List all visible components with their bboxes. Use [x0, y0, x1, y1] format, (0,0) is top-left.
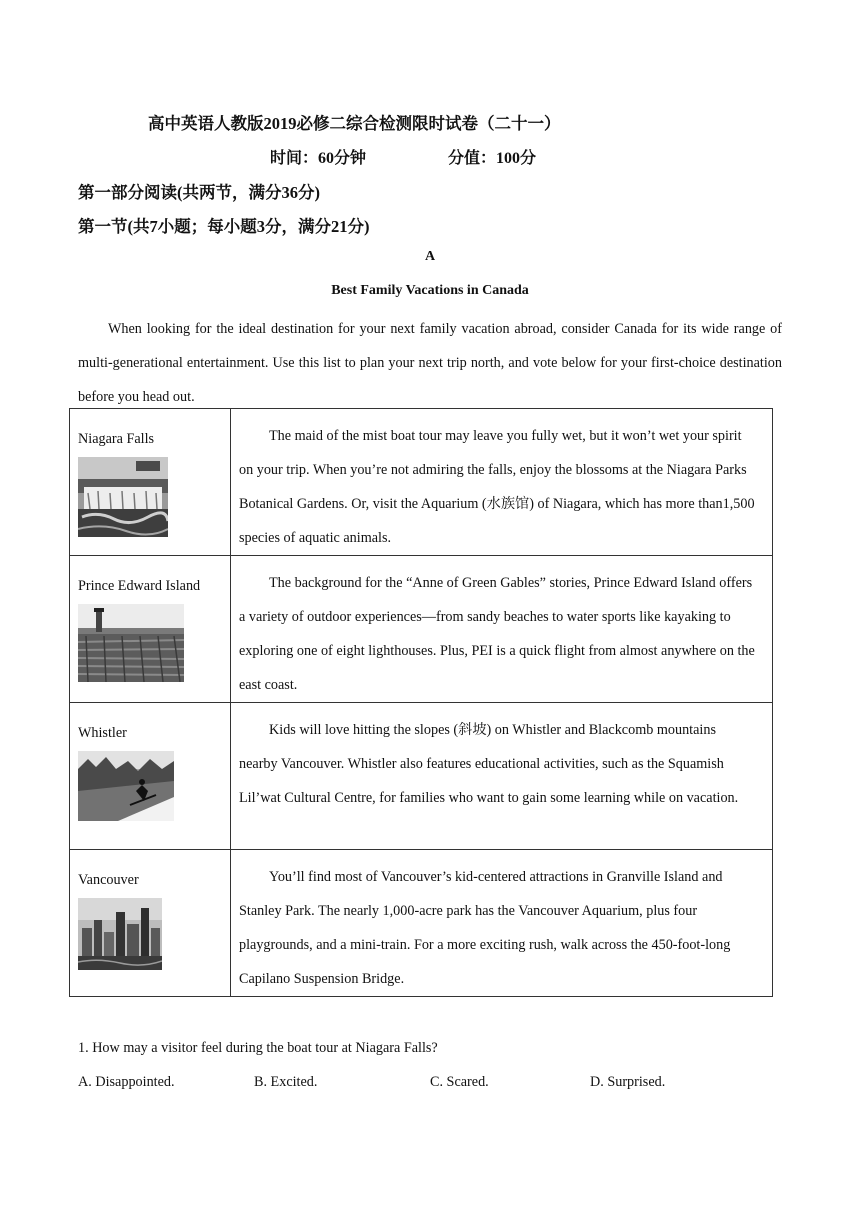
place-name: Niagara Falls — [78, 431, 155, 447]
lighthouse-field-photo-icon — [78, 604, 184, 682]
place-name: Vancouver — [78, 872, 139, 888]
place-name: Whistler — [78, 725, 127, 741]
table-row — [70, 409, 773, 556]
passage-letter: A — [424, 249, 436, 264]
option-b[interactable]: B. Excited. — [254, 1074, 318, 1090]
exam-time: 时间：60分钟 — [270, 150, 367, 167]
place-description-cell — [231, 703, 773, 850]
place-name-cell — [70, 409, 231, 556]
place-description-cell — [231, 409, 773, 556]
table-row — [70, 556, 773, 703]
place-description-cell — [231, 556, 773, 703]
option-c[interactable]: C. Scared. — [430, 1074, 489, 1090]
passage-heading: Best Family Vacations in Canada — [331, 283, 529, 298]
skier-photo-icon — [78, 751, 174, 821]
option-d[interactable]: D. Surprised. — [590, 1074, 666, 1090]
passage-intro: When looking for the ideal destination for your next family vacation abroad, consider Canada for its wide range of multi-generational entertainment. Use this list to plan your next trip north, and vote below for your first-choice destination before you head out. — [78, 321, 782, 405]
place-description: The maid of the mist boat tour may leave you fully wet, but it won’t wet your spirit on your trip. When you’re not admiring the falls, enjoy the blossoms at the Niagara Parks Botanical Gardens. Or, visit the Aquarium (水族馆) of Niagara, which has more than1,500 species of aquatic animals. — [239, 428, 755, 546]
waterfall-photo-icon — [78, 457, 168, 537]
place-name-cell — [70, 850, 231, 997]
table-row — [70, 850, 773, 997]
section-heading: 第一节(共7小题；每小题3分，满分21分) — [78, 217, 370, 236]
exam-score: 分值：100分 — [448, 150, 537, 167]
destinations-table — [69, 408, 773, 997]
question-stem: 1. How may a visitor feel during the boat tour at Niagara Falls? — [78, 1040, 438, 1056]
place-description-cell — [231, 850, 773, 997]
place-name-cell — [70, 703, 231, 850]
city-skyline-photo-icon — [78, 898, 162, 970]
option-a[interactable]: A. Disappointed. — [78, 1074, 175, 1090]
place-description: The background for the “Anne of Green Gables” stories, Prince Edward Island offers a variety of outdoor experiences—from sandy beaches to water sports like kayaking to exploring one of eight lighthouses. Plus, PEI is a quick flight from almost anywhere on the east coast. — [239, 575, 755, 693]
place-description: Kids will love hitting the slopes (斜坡) on Whistler and Blackcomb mountains nearby Vancouver. Whistler also features educational activities, such as the Squamish Lil’wat Cultural Centre, for families who want to gain some learning while on vacation. — [239, 722, 739, 806]
table-row — [70, 703, 773, 850]
place-description: You’ll find most of Vancouver’s kid-centered attractions in Granville Island and Stanley Park. The nearly 1,000-acre park has the Vancouver Aquarium, plus four playgrounds, and a mini-train. For a more exciting rush, walk across the 450-foot-long Capilano Suspension Bridge. — [239, 869, 731, 987]
part-heading: 第一部分阅读(共两节，满分36分) — [78, 183, 320, 202]
place-name-cell — [70, 556, 231, 703]
exam-title: 高中英语人教版2019必修二综合检测限时试卷（二十一） — [148, 114, 561, 133]
place-name: Prince Edward Island — [78, 578, 201, 594]
